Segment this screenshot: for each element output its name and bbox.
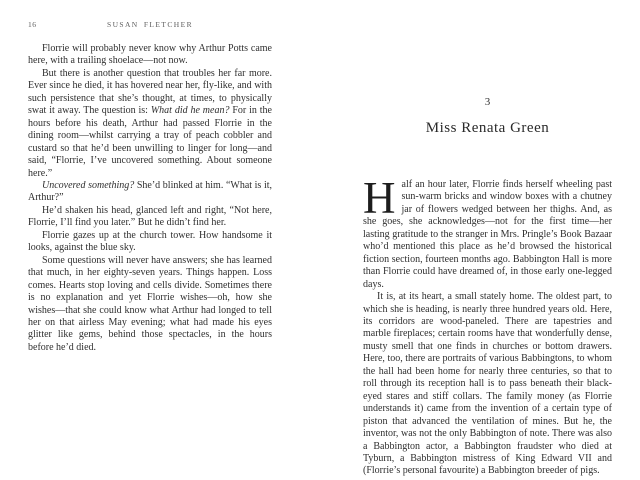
opening-paragraph [363,173,612,291]
paragraph [28,180,272,205]
page-number: 16 [28,20,37,29]
left-page-body [28,43,272,354]
paragraph-text: alf an hour later, Florrie finds herself wheeling past sun-warm bricks and window boxes with a chutney jar of flowers wedged between her thighs. And, as she goes, she acknowledges—not for the first time—her lasting gratitude to the stranger in Mrs. Pringle’s Book Bazaar who’d mentioned this place as he’d browsed the historical fiction section, fourteen months ago. Babbington Hall is more than Florrie could have dreamed of, in those early one-legged days. [363,179,612,290]
paragraph-text-italic: What did he mean? [150,105,230,117]
paragraph-text: For in the hours before his death, Arthur had passed Florrie in the dining room—whilst carrying a tray of peach cobbler and custard so that he’d been unwilling to linger for long—and said, “Florrie, I’ve uncovered something. About someone here.” [28,105,272,179]
running-header-author: SUSAN FLETCHER [107,20,193,29]
chapter-title: Miss Renata Green [425,120,550,136]
paragraph-text-italic: Uncovered something? [42,179,135,191]
page-header [28,20,272,30]
paragraph: Some questions will never have answers; she has learned that much, in her eighty-seven years. Things happen. Loss comes. Hearts stop loving and cells divide. Sometimes there is no explanation and yet Florrie wishes—oh, how she wishes—that she could know what Arthur had longed to tell her on that airless May evening; what had made his eyes glitter like gems, behind those spectacles, in the hours before he’d died. [28,254,272,353]
paragraph [28,68,272,180]
paragraph: He’d shaken his head, glanced left and right, “Not here, Florrie, I’ll find you later.” But he didn’t find her. [28,204,272,229]
chapter-number: 3 [484,96,491,108]
paragraph-text: But there is another question that troubles her far more. Ever since he died, it has hovered near her, fly-like, and with such persistence that she’s thought, at times, to physically swat it away. The question is: [28,67,272,117]
paragraph: Florrie will probably never know why Arthur Potts came here, with a trailing shoelace—not now. [28,43,272,67]
drop-cap-letter: H [363,173,396,223]
paragraph: It is, at its heart, a small stately home. The oldest part, to which she is heading, is nearly three hundred years old. Here, its corridors are wood-paneled. There are tapestries and marble fireplaces; certain rooms have that wonderfully dense, musty smell that one finds in churches or bottom drawers. Here, too, there are portraits of various Babbingtons, to whom the hall had been home for nearly three centuries, so that to roll through its reception hall is to pass beneath their black-eyed stares and stiff collars. The family money (as Florrie understands it) came from the invention of a certain type of piston that advanced the ventilation of mines. But he, the inventor, was not the only Babbington of note. There was also a Babbington actor, a Babbington fraudster who died at Tyburn, a Babbington mistress of King Edward VII and (Florrie’s personal favourite) a Babbington breeder of pigs. [363,291,612,477]
paragraph-text: She’d blinked at him. “What is it, Arthur?” [28,179,273,204]
right-page-body [363,173,612,478]
page-right [320,0,640,480]
paragraph: Florrie gazes up at the church tower. How handsome it looks, against the blue sky. [28,229,272,254]
